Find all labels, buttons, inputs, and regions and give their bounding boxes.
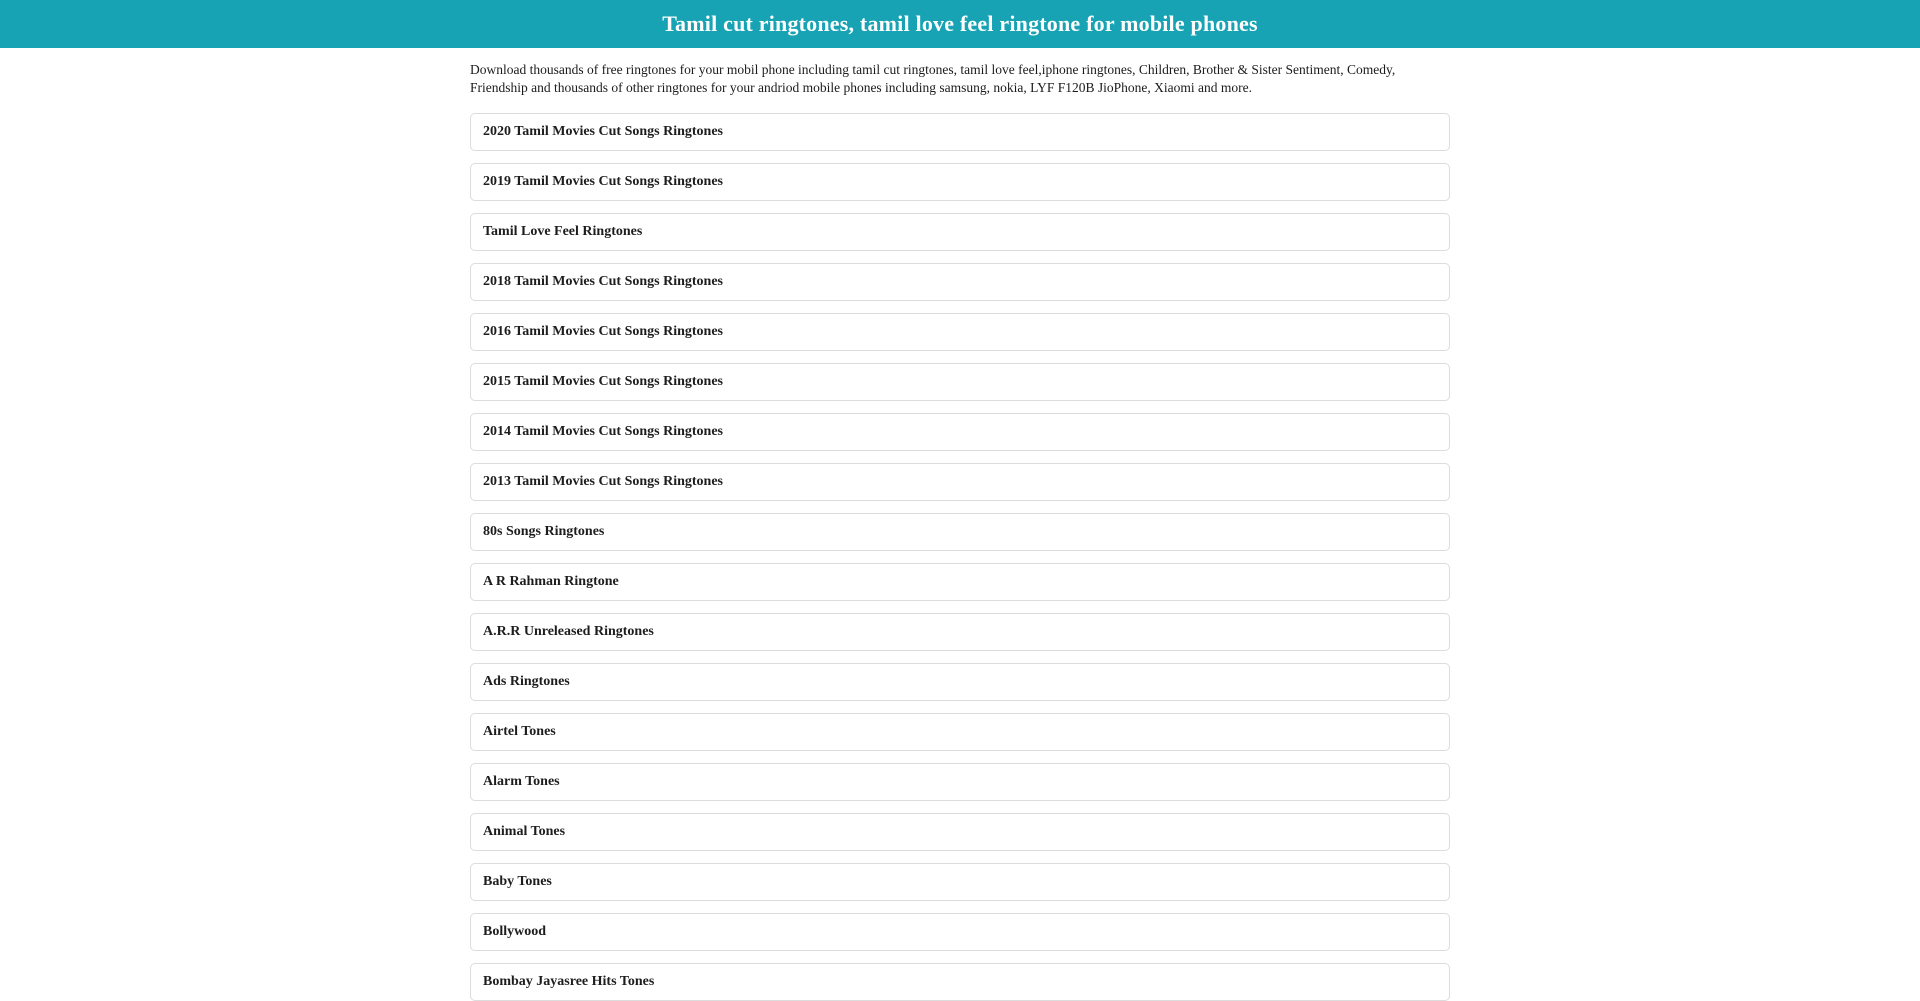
category-label: 2015 Tamil Movies Cut Songs Ringtones	[483, 374, 723, 389]
main-content	[470, 61, 1450, 1001]
category-label: 2019 Tamil Movies Cut Songs Ringtones	[483, 174, 723, 189]
category-list	[470, 113, 1450, 1001]
category-label: Tamil Love Feel Ringtones	[483, 224, 643, 239]
category-label: 80s Songs Ringtones	[483, 524, 605, 539]
category-label: Baby Tones	[483, 874, 552, 889]
category-label: Alarm Tones	[483, 774, 560, 789]
category-item[interactable]	[470, 863, 1450, 901]
category-item[interactable]	[470, 613, 1450, 651]
category-item[interactable]	[470, 663, 1450, 701]
category-item[interactable]	[470, 713, 1450, 751]
intro-text: Download thousands of free ringtones for your mobil phone including tamil cut ringtones, tamil love feel,iphone ringtones, Children, Brother & Sister Sentiment, Comedy, Friendship and thousands of other ringtones for your andriod mobile phones including samsung, nokia, LYF F120B JioPhone, Xiaomi and more.	[470, 62, 1396, 95]
category-label: 2020 Tamil Movies Cut Songs Ringtones	[483, 124, 723, 139]
category-label: Bombay Jayasree Hits Tones	[483, 974, 655, 989]
category-item[interactable]	[470, 413, 1450, 451]
category-label: 2014 Tamil Movies Cut Songs Ringtones	[483, 424, 723, 439]
category-item[interactable]	[470, 963, 1450, 1001]
category-item[interactable]	[470, 513, 1450, 551]
category-item[interactable]	[470, 813, 1450, 851]
category-item[interactable]	[470, 563, 1450, 601]
category-label: 2016 Tamil Movies Cut Songs Ringtones	[483, 324, 723, 339]
category-item[interactable]	[470, 313, 1450, 351]
category-label: Ads Ringtones	[483, 674, 570, 689]
category-label: 2018 Tamil Movies Cut Songs Ringtones	[483, 274, 723, 289]
page-header	[0, 0, 1920, 48]
category-item[interactable]	[470, 913, 1450, 951]
category-label: Airtel Tones	[483, 724, 556, 739]
category-label: A.R.R Unreleased Ringtones	[483, 624, 654, 639]
category-label: 2013 Tamil Movies Cut Songs Ringtones	[483, 474, 723, 489]
category-label: Bollywood	[483, 924, 547, 939]
category-item[interactable]	[470, 763, 1450, 801]
category-item[interactable]	[470, 113, 1450, 151]
category-label: A R Rahman Ringtone	[483, 574, 619, 589]
category-item[interactable]	[470, 213, 1450, 251]
page-title: Tamil cut ringtones, tamil love feel ringtone for mobile phones	[662, 11, 1258, 36]
category-label: Animal Tones	[483, 824, 566, 839]
category-item[interactable]	[470, 163, 1450, 201]
category-item[interactable]	[470, 463, 1450, 501]
category-item[interactable]	[470, 363, 1450, 401]
category-item[interactable]	[470, 263, 1450, 301]
